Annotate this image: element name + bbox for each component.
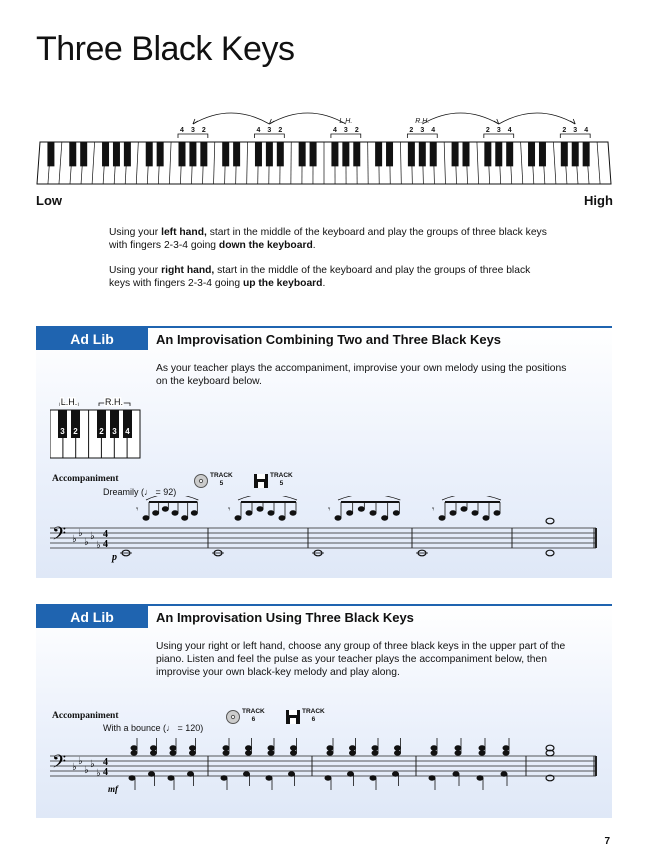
note xyxy=(503,751,509,755)
bass-clef: 𝄢 xyxy=(52,524,67,549)
note xyxy=(289,772,295,776)
finger-number: 4 xyxy=(256,127,261,134)
finger-number: 3 xyxy=(343,127,348,134)
note xyxy=(350,746,356,750)
high-label: High xyxy=(584,193,613,208)
svg-text:4: 4 xyxy=(103,767,108,778)
black-key xyxy=(506,142,513,166)
mini-finger: 3 xyxy=(112,427,117,436)
black-key xyxy=(189,142,196,166)
black-key xyxy=(146,142,153,166)
black-key xyxy=(353,142,360,166)
finger-number: 3 xyxy=(573,127,578,134)
time-signature: 4 xyxy=(103,529,108,540)
adlib-panel-1 xyxy=(36,326,612,578)
finger-number: 4 xyxy=(584,127,589,134)
cd-icon xyxy=(194,474,208,488)
note xyxy=(182,516,188,520)
instruction-left-hand: Using your left hand, start in the middle of the keyboard and play the groups of three black keys with fingers 2-3-4 going down the keyboard. xyxy=(109,227,547,251)
note xyxy=(290,511,296,515)
midi-disk-icon xyxy=(254,474,268,488)
note xyxy=(503,746,509,750)
key-signature xyxy=(72,528,101,551)
instruction-right-hand: Using your right hand, start in the middle of the keyboard and play the groups of three black keys with fingers 2-3-4 going up the keyboard. xyxy=(109,265,531,289)
svg-text:𝄾: 𝄾 xyxy=(228,504,231,514)
black-key xyxy=(386,142,393,166)
note xyxy=(395,746,401,750)
accompaniment-label: Accompaniment xyxy=(52,711,119,721)
direction-arrow xyxy=(193,113,269,124)
svg-text:♭: ♭ xyxy=(84,537,89,548)
note xyxy=(370,776,376,780)
note xyxy=(429,776,435,780)
black-key xyxy=(299,142,306,166)
note xyxy=(455,751,461,755)
note xyxy=(431,751,437,755)
note xyxy=(131,751,137,755)
note xyxy=(393,511,399,515)
black-key xyxy=(47,142,54,166)
note xyxy=(266,776,272,780)
adlib-tab: Ad Lib xyxy=(36,606,148,628)
note xyxy=(372,751,378,755)
time-signature: 4 xyxy=(103,757,108,768)
note xyxy=(268,746,274,750)
note xyxy=(170,746,176,750)
black-key xyxy=(528,142,535,166)
note xyxy=(151,746,157,750)
black-key xyxy=(375,142,382,166)
note xyxy=(268,751,274,755)
low-label: Low xyxy=(36,193,62,208)
lh-label: L.H. xyxy=(339,118,353,125)
panel-text: Using your right or left hand, choose any group of three black keys in the upper part of the piano. Listen and feel the pulse as your teacher plays the accompaniment below, then improvise your own black-key melody and play along. xyxy=(156,641,566,678)
note xyxy=(479,746,485,750)
note xyxy=(191,511,197,515)
note xyxy=(235,516,241,520)
direction-arrow xyxy=(499,113,575,124)
svg-text:♭: ♭ xyxy=(96,540,101,551)
svg-text:♭: ♭ xyxy=(78,756,83,767)
finger-number: 3 xyxy=(420,127,425,134)
note xyxy=(279,516,285,520)
black-key xyxy=(266,142,273,166)
midi-track: TRACK 5 xyxy=(270,472,293,487)
svg-text:♭: ♭ xyxy=(90,531,95,542)
black-key xyxy=(572,142,579,166)
black-key xyxy=(583,142,590,166)
black-key xyxy=(157,142,164,166)
accompaniment-label: Accompaniment xyxy=(52,474,119,484)
svg-text:♭: ♭ xyxy=(96,768,101,779)
mini-finger: 4 xyxy=(125,427,130,436)
note xyxy=(370,511,376,515)
dynamic-marking: mf xyxy=(108,784,118,794)
finger-number: 3 xyxy=(267,127,272,134)
svg-text:♭: ♭ xyxy=(72,534,77,545)
cd-icon xyxy=(226,710,240,724)
cd-track: TRACK 6 xyxy=(242,708,265,723)
direction-arrow xyxy=(422,113,498,124)
panel-title: An Improvisation Combining Two and Three Black Keys xyxy=(156,332,502,347)
finger-number: 3 xyxy=(190,127,195,134)
black-key xyxy=(561,142,568,166)
mini-rh-label: R.H. xyxy=(105,397,123,407)
black-key xyxy=(80,142,87,166)
black-key xyxy=(233,142,240,166)
finger-number: 4 xyxy=(180,127,184,134)
note xyxy=(453,772,459,776)
note xyxy=(257,507,263,511)
note xyxy=(221,776,227,780)
finger-number: 2 xyxy=(562,127,567,134)
black-key xyxy=(222,142,229,166)
mini-finger: 2 xyxy=(99,427,104,436)
note xyxy=(348,772,354,776)
black-key xyxy=(539,142,546,166)
note xyxy=(190,751,196,755)
note xyxy=(393,772,399,776)
adlib-panel-2 xyxy=(36,604,612,818)
cd-track: TRACK 5 xyxy=(210,472,233,487)
note xyxy=(143,516,149,520)
black-key xyxy=(69,142,76,166)
black-key xyxy=(342,142,349,166)
note xyxy=(291,751,297,755)
note xyxy=(190,746,196,750)
svg-text:𝄾: 𝄾 xyxy=(432,504,435,514)
finger-number: 4 xyxy=(332,127,337,134)
note xyxy=(450,511,456,515)
finger-number: 2 xyxy=(354,127,359,134)
note xyxy=(382,516,388,520)
black-key xyxy=(430,142,437,166)
note xyxy=(291,746,297,750)
black-key xyxy=(113,142,120,166)
mini-finger: 3 xyxy=(60,427,65,436)
note xyxy=(494,511,500,515)
note xyxy=(483,516,489,520)
staff-lines xyxy=(50,756,596,776)
note xyxy=(439,516,445,520)
note xyxy=(151,751,157,755)
panel-text: As your teacher plays the accompaniment, improvise your own melody using the positions on the keyboard below. xyxy=(156,363,567,387)
note xyxy=(168,776,174,780)
svg-text:𝄾: 𝄾 xyxy=(328,504,331,514)
note xyxy=(223,751,229,755)
dynamic-marking: p xyxy=(112,552,117,563)
note xyxy=(477,776,483,780)
note xyxy=(395,751,401,755)
panel-title: An Improvisation Using Three Black Keys xyxy=(156,610,414,625)
note xyxy=(188,772,194,776)
rh-label: R.H. xyxy=(415,118,430,125)
midi-track: TRACK 6 xyxy=(302,708,325,723)
note xyxy=(149,772,155,776)
tempo-marking: Dreamily (♩ = 92) xyxy=(103,487,177,497)
svg-text:4: 4 xyxy=(103,539,108,550)
svg-text:♭: ♭ xyxy=(78,528,83,539)
svg-text:♭: ♭ xyxy=(84,765,89,776)
black-key xyxy=(452,142,459,166)
direction-arrow xyxy=(269,113,345,124)
note xyxy=(461,507,467,511)
staff-lines xyxy=(50,528,596,548)
note xyxy=(546,518,554,524)
black-key xyxy=(408,142,415,166)
mini-keyboard xyxy=(50,396,146,460)
black-key xyxy=(179,142,186,166)
note xyxy=(325,776,331,780)
page-title: Three Black Keys xyxy=(36,30,295,68)
music-staff-1 xyxy=(50,496,600,568)
note xyxy=(162,507,168,511)
black-key xyxy=(495,142,502,166)
svg-text:♭: ♭ xyxy=(90,759,95,770)
note xyxy=(246,511,252,515)
finger-number: 2 xyxy=(278,127,283,134)
black-key xyxy=(124,142,131,166)
note xyxy=(347,511,353,515)
finger-number: 2 xyxy=(409,127,414,134)
black-key xyxy=(463,142,470,166)
finger-number: 4 xyxy=(431,127,436,134)
black-key xyxy=(331,142,338,166)
svg-text:𝄾: 𝄾 xyxy=(136,504,139,514)
note xyxy=(455,746,461,750)
note xyxy=(372,746,378,750)
finger-number: 2 xyxy=(201,127,206,134)
note xyxy=(546,550,554,556)
black-key xyxy=(200,142,207,166)
note xyxy=(244,772,250,776)
black-key xyxy=(310,142,317,166)
black-key xyxy=(277,142,284,166)
full-keyboard xyxy=(36,112,612,192)
black-key xyxy=(255,142,262,166)
black-key xyxy=(102,142,109,166)
midi-disk-icon xyxy=(286,710,300,724)
svg-text:♭: ♭ xyxy=(72,762,77,773)
note xyxy=(335,516,341,520)
music-staff-2 xyxy=(50,734,600,806)
adlib-tab: Ad Lib xyxy=(36,328,148,350)
key-signature xyxy=(72,756,101,779)
note xyxy=(358,507,364,511)
note xyxy=(246,751,252,755)
finger-number: 4 xyxy=(507,127,512,134)
page-number: 7 xyxy=(604,836,610,847)
note xyxy=(172,511,178,515)
note xyxy=(131,746,137,750)
note xyxy=(479,751,485,755)
black-key xyxy=(419,142,426,166)
finger-number: 3 xyxy=(496,127,501,134)
mini-lh-label: L.H. xyxy=(60,397,78,407)
note xyxy=(327,751,333,755)
bass-clef: 𝄢 xyxy=(52,752,67,777)
note xyxy=(223,746,229,750)
note xyxy=(472,511,478,515)
note xyxy=(153,511,159,515)
note xyxy=(170,751,176,755)
note xyxy=(431,746,437,750)
finger-number: 2 xyxy=(485,127,490,134)
mini-finger: 2 xyxy=(73,427,78,436)
black-key xyxy=(484,142,491,166)
note xyxy=(501,772,507,776)
note xyxy=(268,511,274,515)
note xyxy=(246,746,252,750)
tempo-marking: With a bounce (♩ = 120) xyxy=(103,723,204,733)
note xyxy=(129,776,135,780)
note xyxy=(327,746,333,750)
note xyxy=(350,751,356,755)
